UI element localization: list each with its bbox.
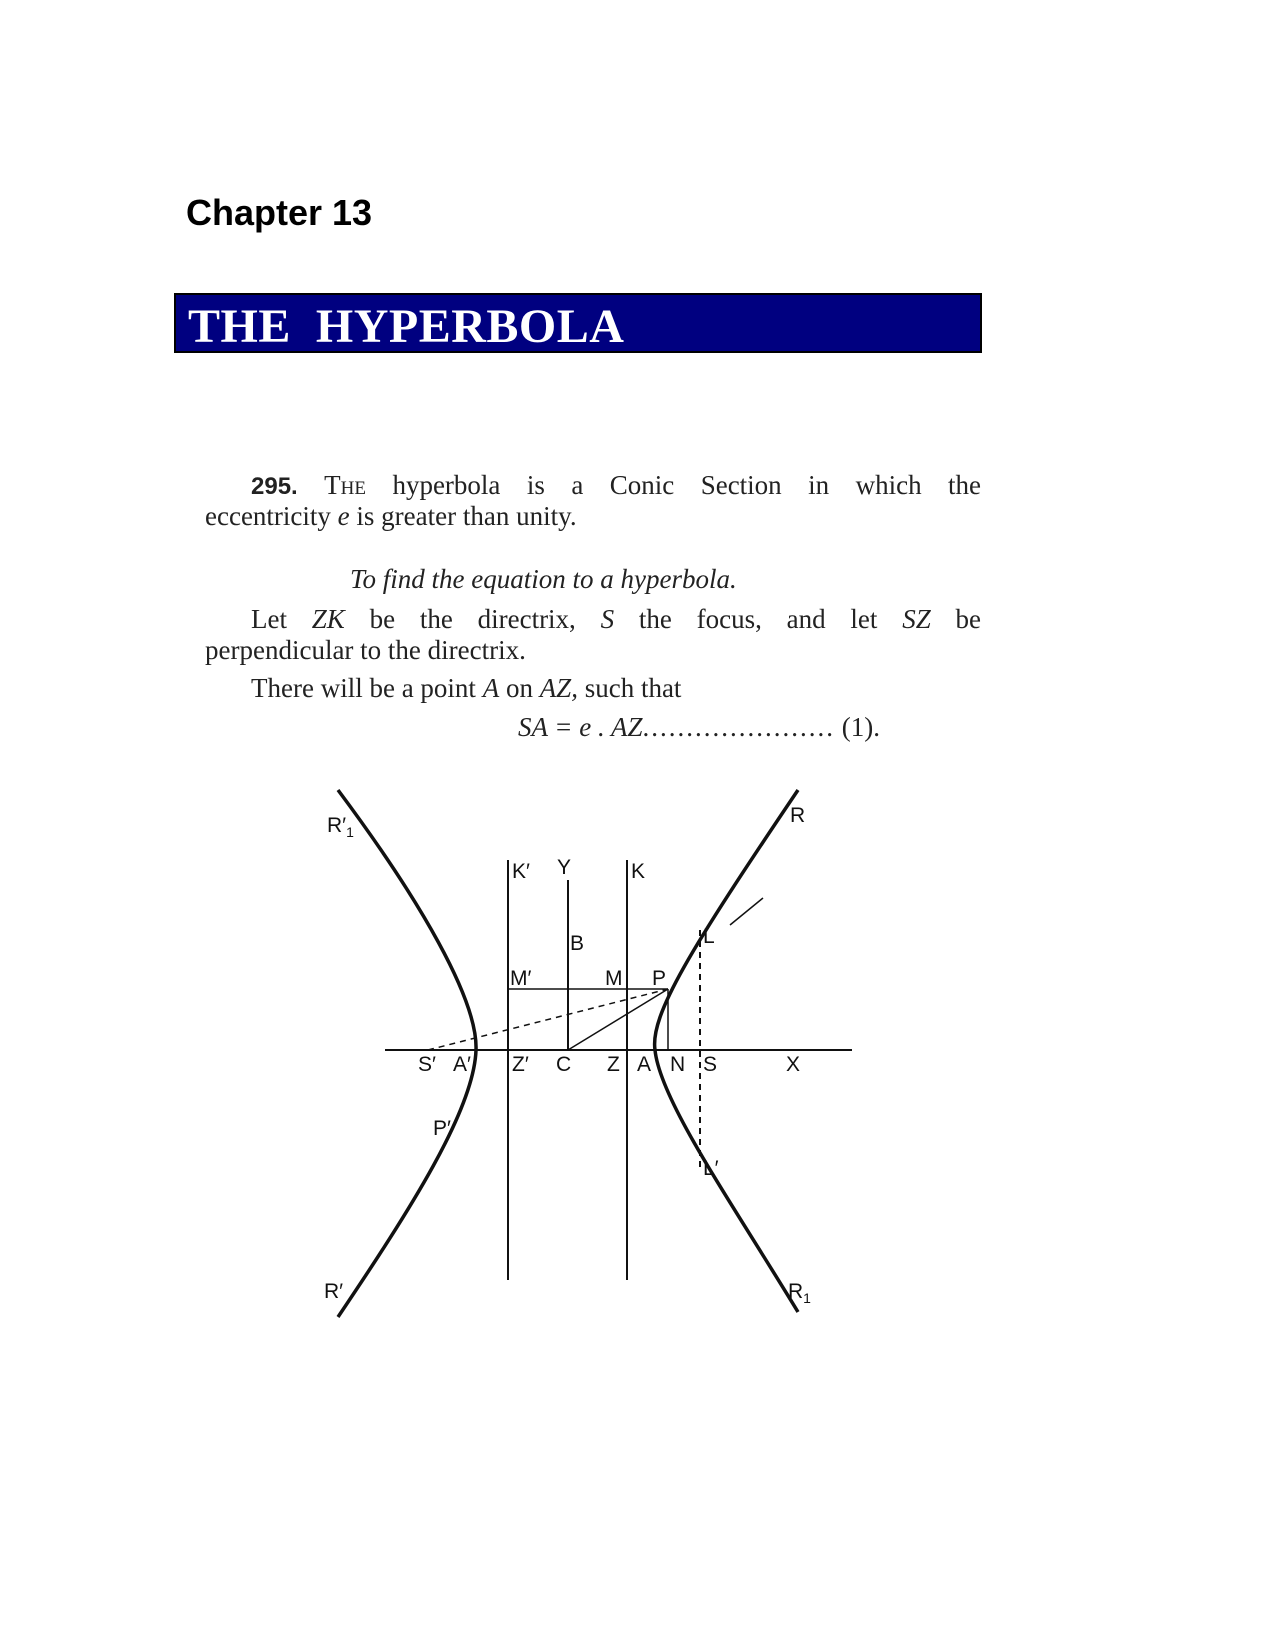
- label-r-prime-1-top: $R'_1$: [327, 814, 354, 840]
- there-text-1: There will be a point: [251, 673, 476, 703]
- label-m: M: [605, 967, 623, 990]
- proposition-heading-text: To find the equation to a hyperbola.: [350, 564, 737, 594]
- let-text-1: Let: [251, 604, 287, 634]
- let-text-3: the focus, and let: [638, 604, 878, 634]
- label-a-prime: A′: [453, 1053, 471, 1076]
- eccentricity-symbol: e: [337, 501, 350, 531]
- label-x: X: [786, 1053, 801, 1076]
- label-z: Z: [607, 1053, 620, 1076]
- label-k-prime: K′: [512, 860, 530, 883]
- label-s: S: [703, 1053, 718, 1076]
- label-s-prime: S′: [418, 1053, 436, 1076]
- label-r-1-bottom-right: $R_1$: [788, 1280, 811, 1306]
- label-n: N: [670, 1053, 686, 1076]
- equation-number: (1).: [841, 712, 880, 742]
- chapter-label: Chapter 13: [186, 192, 373, 233]
- label-a: A: [637, 1053, 652, 1076]
- let-sz: SZ: [902, 604, 931, 634]
- there-text-3: such that: [584, 673, 682, 703]
- label-r-prime-bottom-left: R′: [324, 1280, 344, 1303]
- tangent-fragment-line: [730, 898, 763, 925]
- let-zk: ZK: [311, 604, 345, 634]
- equation-leader-dots: ......................: [642, 712, 835, 742]
- label-m-prime: M′: [510, 967, 532, 990]
- label-c: C: [556, 1053, 572, 1076]
- label-p-prime: P′: [433, 1117, 451, 1140]
- let-text-4: be: [955, 604, 981, 634]
- line2-text-b: is greater than unity.: [356, 501, 577, 531]
- label-r-top-right: R: [790, 804, 806, 827]
- chapter-title: THE HYPERBOLA: [188, 300, 625, 353]
- line2-text-a: eccentricity: [205, 501, 331, 531]
- label-p: P: [652, 967, 667, 990]
- perpendicular-text: perpendicular to the directrix.: [205, 635, 526, 665]
- line1-rest: hyperbola is a Conic Section in which the: [392, 470, 982, 500]
- there-az: AZ,: [539, 673, 578, 703]
- label-k: K: [631, 860, 646, 883]
- let-s: S: [600, 604, 615, 634]
- label-b: B: [570, 932, 585, 955]
- label-y: Y: [557, 856, 572, 879]
- label-l-prime: L′: [703, 1157, 719, 1180]
- intro-smallcaps: The: [324, 470, 366, 500]
- label-l: L: [703, 925, 715, 948]
- equation-lhs: SA = e . AZ: [518, 712, 643, 742]
- let-text-2: be the directrix,: [369, 604, 576, 634]
- there-text-2: on: [505, 673, 533, 703]
- there-a: A: [482, 673, 500, 703]
- label-z-prime: Z′: [512, 1053, 529, 1076]
- section-number: 295.: [251, 473, 298, 500]
